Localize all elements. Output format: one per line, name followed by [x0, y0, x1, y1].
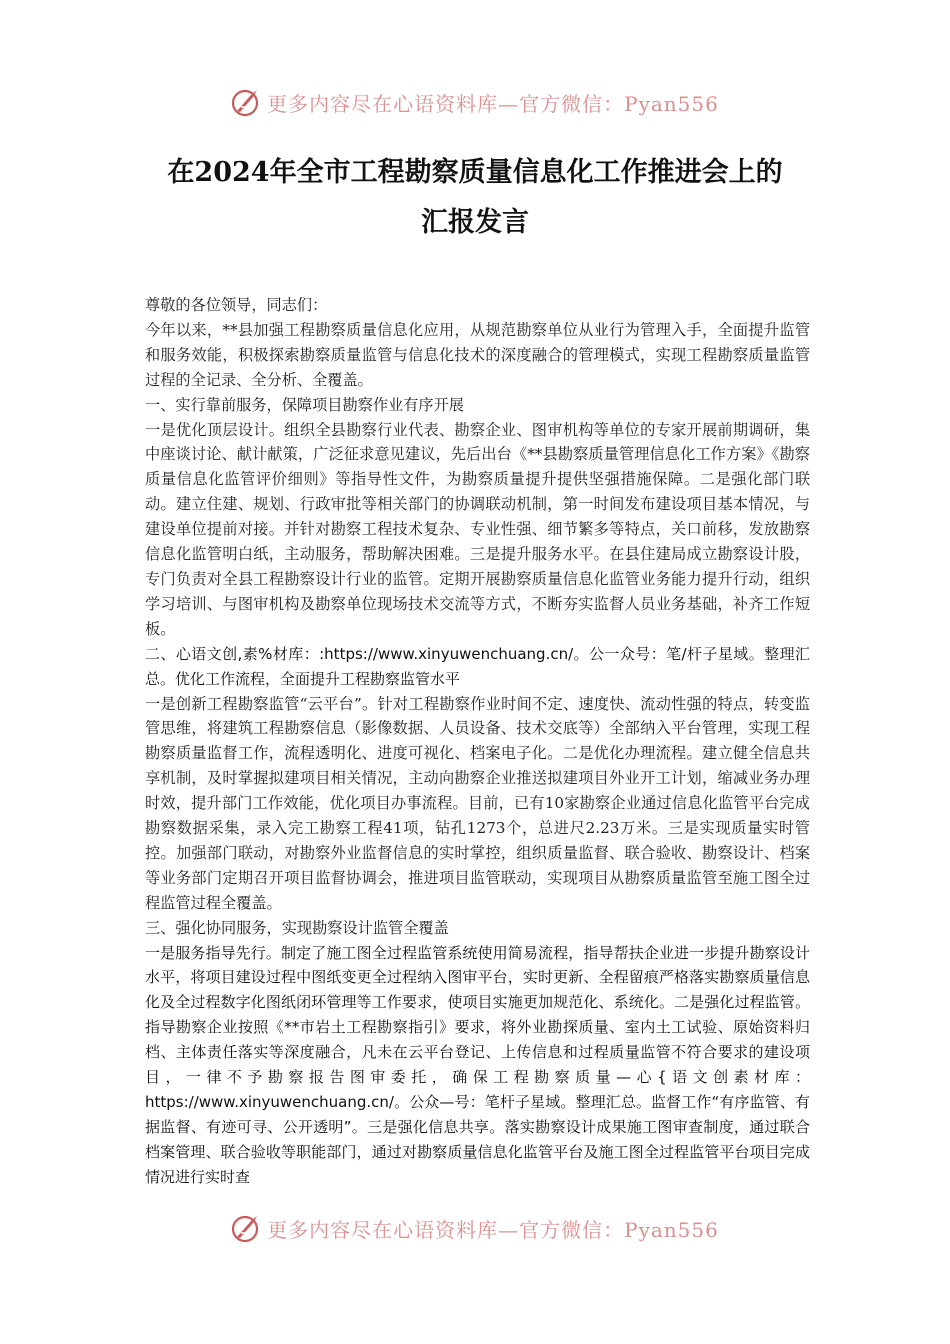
paragraph: 一、实行靠前服务，保障项目勘察作业有序开展 — [145, 395, 464, 414]
title-line-1: 在2024年全市工程勘察质量信息化工作推进会上的 — [167, 157, 783, 188]
banner-text: 更多内容尽在心语资料库—官方微信：Pyan556 — [267, 91, 719, 116]
header-banner — [0, 82, 950, 122]
document-title — [100, 148, 850, 248]
paragraph: 二、心语文创,素%材库：:https://www.xinyuwenchuang.cn/。公一众号：笔/杆子星域。整理汇总。优化工作流程，全面提升工程勘察监管水平 — [145, 644, 810, 688]
paragraph: 三、强化协同服务，实现勘察设计监管全覆盖 — [145, 918, 449, 937]
paragraph: 今年以来，**县加强工程勘察质量信息化应用，从规范勘察单位从业行为管理入手，全面提升监管和服务效能，积极探索勘察质量监管与信息化技术的深度融合的管理模式，实现工程勘察质量监管过程的全记录、全分析、全覆盖。 — [145, 320, 810, 389]
document-body — [145, 293, 810, 1190]
title-line-2: 汇报发言 — [421, 207, 529, 238]
banner-text: 更多内容尽在心语资料库—官方微信：Pyan556 — [267, 1217, 719, 1242]
paragraph: 一是服务指导先行。制定了施工图全过程监管系统使用简易流程，指导帮扶企业进一步提升勘察设计水平，将项目建设过程中图纸变更全过程纳入图审平台，实时更新、全程留痕严格落实勘察质量信息化及全过程数字化图纸闭环管理等工作要求，使项目实施更加规范化、系统化。二是强化过程监管。指导勘察企业按照《**市岩土工程勘察指引》要求，将外业勘探质量、室内土工试验、原始资料归档、主体责任落实等深度融合，凡未在云平台登记、上传信息和过程质量监管不符合要求的建设项目，一律不予勘察报告图审委托，确保工程勘察质量—心{语文创素材库：https://www.xinyuwenchuang.cn/。公众—号：笔杆子星域。整理汇总。监督工作“有序监管、有据监督、有迹可寻、公开透明”。三是强化信息共享。落实勘察设计成果施工图审查制度，通过联合档案管理、联合验收等职能部门，通过对勘察质量信息化监管平台及施工图全过程监管平台项目完成情况进行实时查 — [145, 943, 810, 1186]
paragraph: 一是创新工程勘察监管“云平台”。针对工程勘察作业时间不定、速度快、流动性强的特点，转变监管思维，将建筑工程勘察信息（影像数据、人员设备、技术交底等）全部纳入平台管理，实现工程勘察质量监督工作，流程透明化、进度可视化、档案电子化。二是优化办理流程。建立健全信息共享机制，及时掌握拟建项目相关情况，主动向勘察企业推送拟建项目外业开工计划，缩减业务办理时效，提升部门工作效能，优化项目办事流程。目前，已有10家勘察企业通过信息化监管平台完成勘察数据采集，录入完工勘察工程41项，钻孔1273个，总进尺2.23万米。三是实现质量实时管控。加强部门联动，对勘察外业监督信息的实时掌控，组织质量监督、联合验收、勘察设计、档案等业务部门定期召开项目监督协调会，推进项目监管联动，实现项目从勘察质量监管至施工图全过程监管过程全覆盖。 — [145, 694, 810, 912]
quill-logo-icon — [231, 1213, 261, 1243]
quill-logo-icon — [231, 87, 261, 117]
paragraph: 尊敬的各位领导，同志们： — [145, 296, 328, 314]
paragraph: 一是优化顶层设计。组织全县勘察行业代表、勘察企业、图审机构等单位的专家开展前期调研，集中座谈讨论、献计献策，广泛征求意见建议，先后出台《**县勘察质量管理信息化工作方案》《勘察质量信息化监管评价细则》等指导性文件，为勘察质量提升提供坚强措施保障。二是强化部门联动。建立住建、规划、行政审批等相关部门的协调联动机制，第一时间发布建设项目基本情况，与建设单位提前对接。并针对勘察工程技术复杂、专业性强、细节繁多等特点，关口前移，发放勘察信息化监管明白纸，主动服务，帮助解决困难。三是提升服务水平。在县住建局成立勘察设计股，专门负责对全县工程勘察设计行业的监管。定期开展勘察质量信息化监管业务能力提升行动，组织学习培训、与图审机构及勘察单位现场技术交流等方式，不断夯实监督人员业务基础，补齐工作短板。 — [145, 420, 810, 638]
footer-banner — [0, 1208, 950, 1248]
